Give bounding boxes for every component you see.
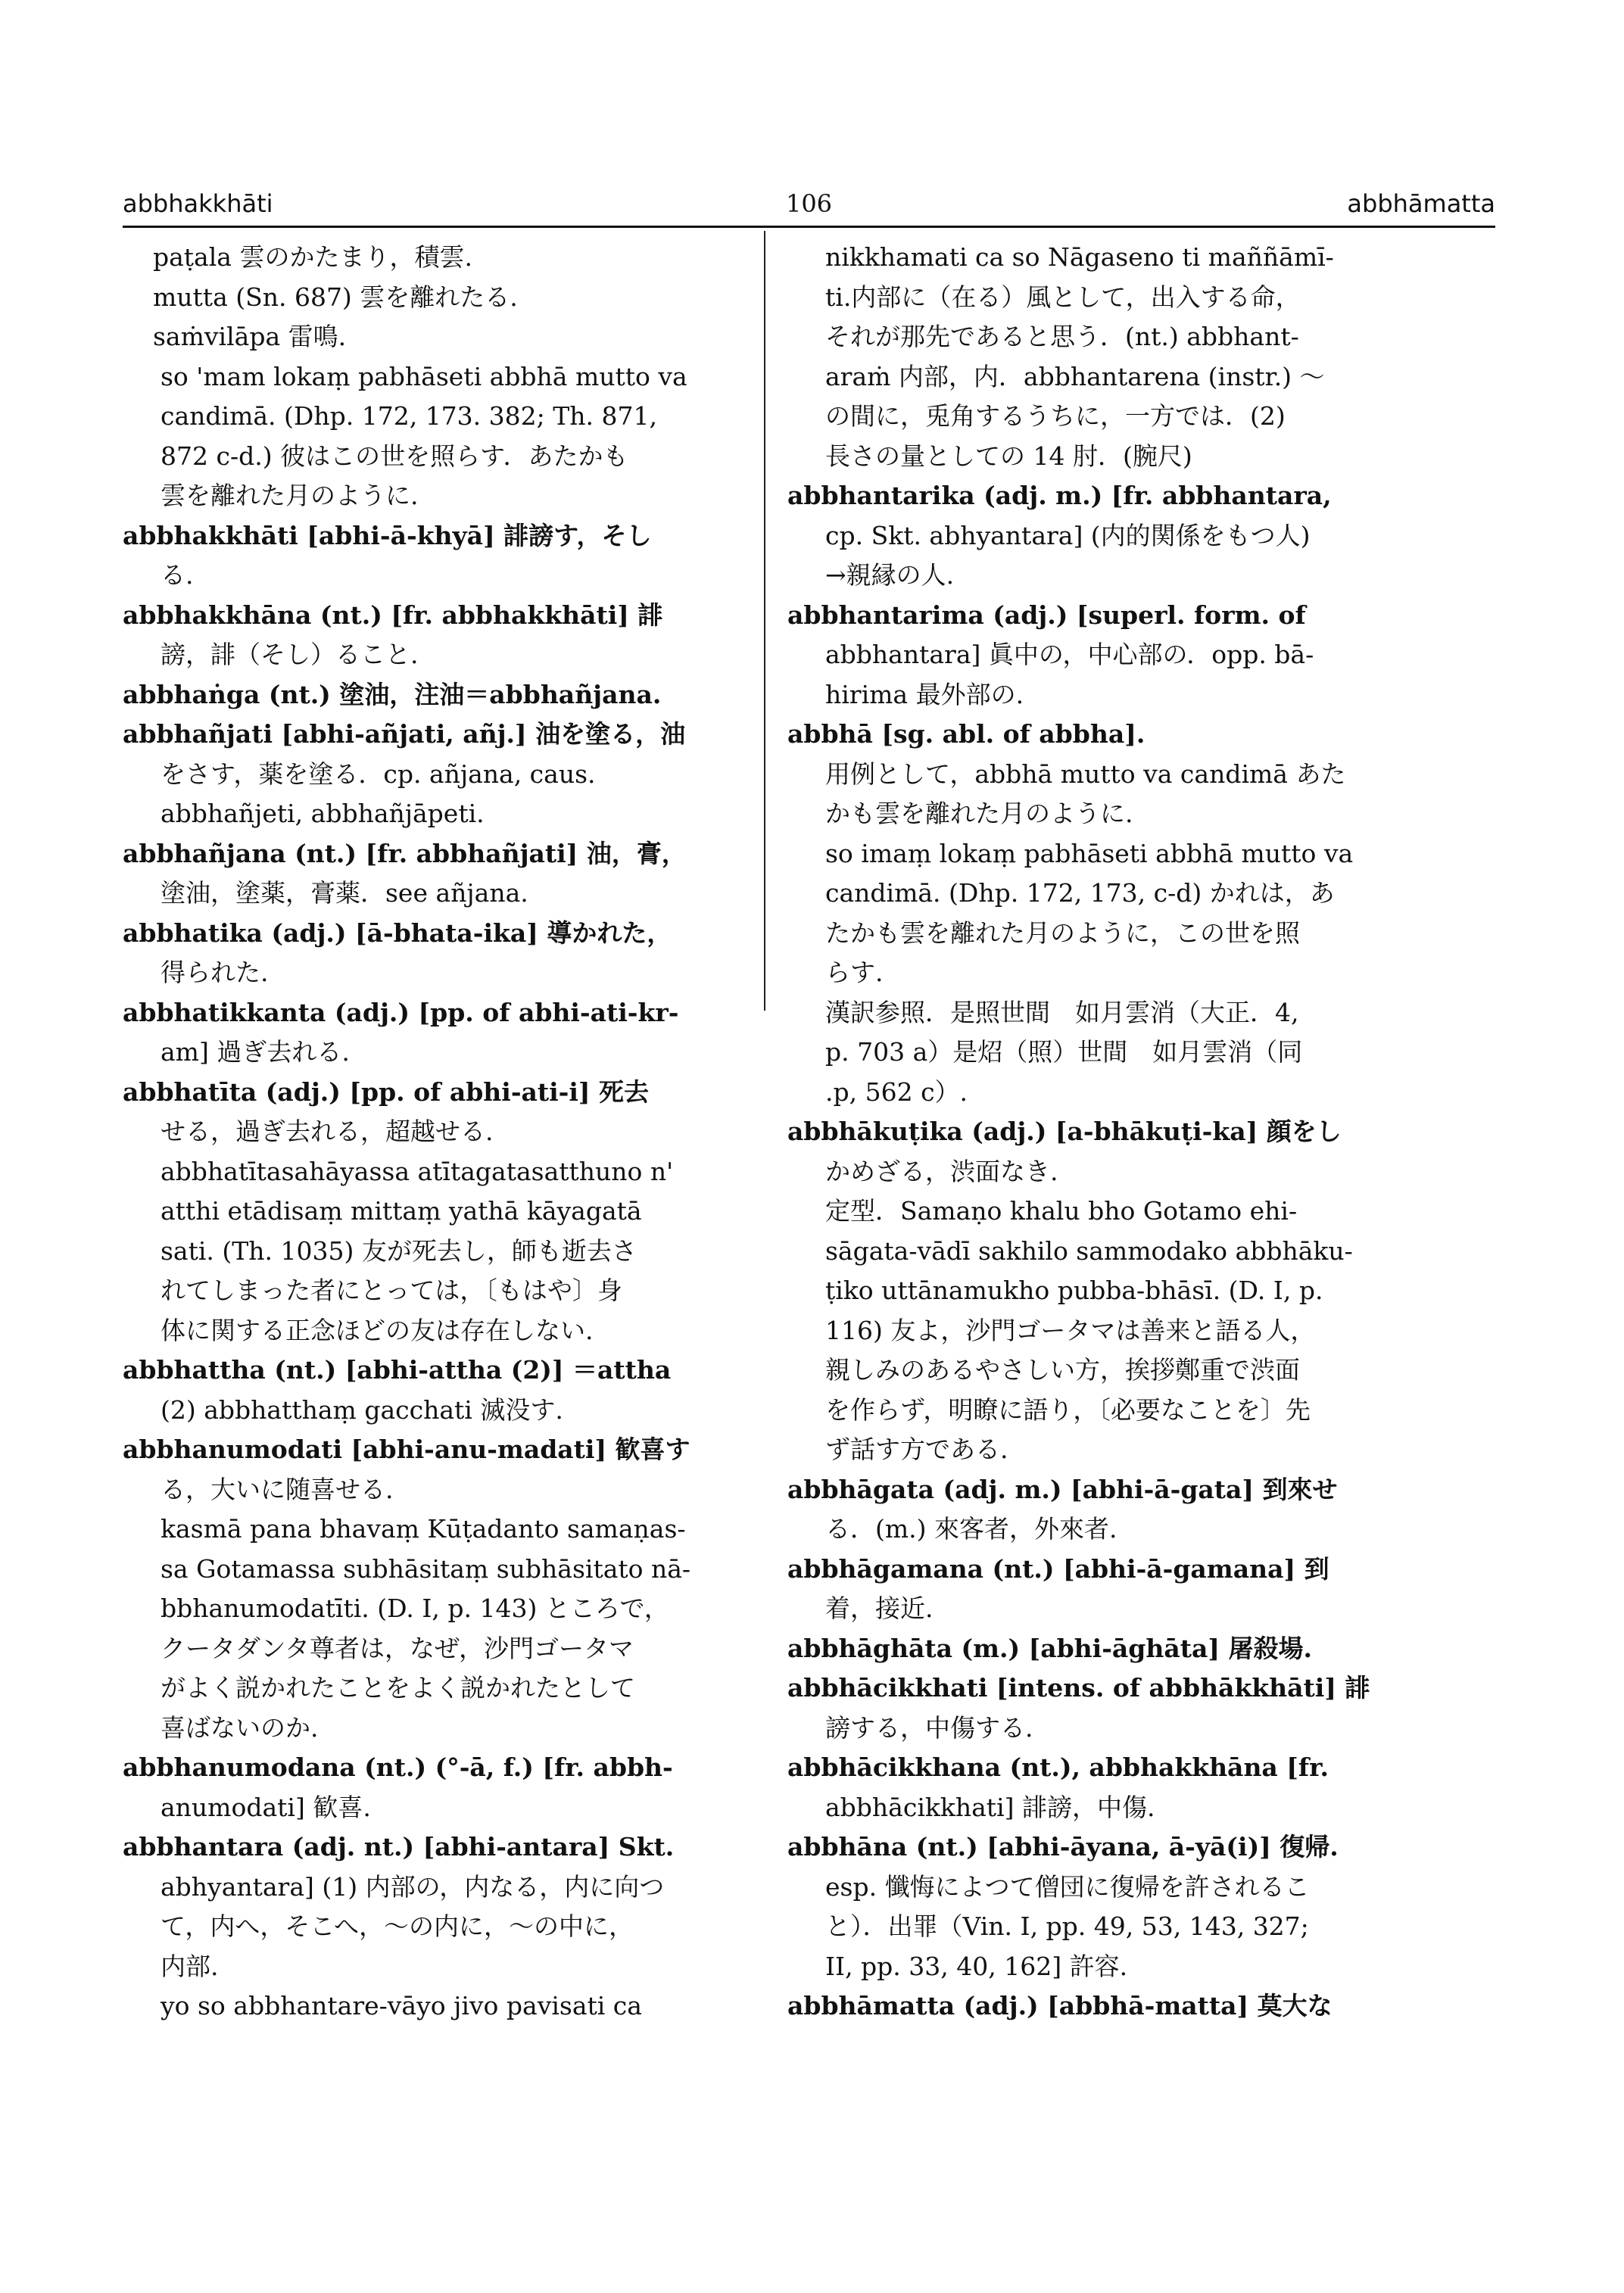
entry-text-line: kasmā pana bhavaṃ Kūṭadanto samaṇas- <box>161 1514 686 1544</box>
entry-text-line: am] 過ぎ去れる. <box>161 1037 350 1067</box>
entry-headword-line: abbhaṅga (nt.) 塗油，注油＝abbhañjana. <box>123 679 662 709</box>
entry-text-line: nikkhamati ca so Nāgaseno ti maññāmī- <box>825 242 1334 272</box>
entry-headword-line: abbhāghāta (m.) [abhi-āghāta] 屠殺場. <box>787 1633 1312 1663</box>
entry-text-line: p. 703 a）是炤（照）世間 如月雲消（同 <box>825 1037 1303 1067</box>
entry-text-line: abbhatītasahāyassa atītagatasatthuno n' <box>161 1156 674 1186</box>
entry-headword-line: abbhatikkanta (adj.) [pp. of abhi-ati-kr- <box>123 997 679 1027</box>
column-divider <box>764 231 765 1011</box>
entry-text-line: 謗する，中傷する. <box>825 1712 1033 1743</box>
right-column <box>787 238 1495 2027</box>
entry-text-line: る．(m.) 來客者，外來者. <box>825 1514 1117 1544</box>
entry-text-line: 用例として，abbhā mutto va candimā あた <box>825 759 1346 789</box>
entry-text-line: 謗，誹（そし）ること. <box>161 640 419 669</box>
entry-text-line: cp. Skt. abhyantara] (内的関係をもつ人) <box>825 520 1311 550</box>
entry-text-line: bbhanumodatīti. (D. I, p. 143) ところで， <box>161 1594 669 1623</box>
entry-text-line: →親縁の人. <box>825 560 955 590</box>
entry-text-line: .p, 562 c）. <box>825 1076 968 1107</box>
entry-text-line: candimā. (Dhp. 172, 173. 382; Th. 871, <box>161 401 657 431</box>
entry-text-line: esp. 懺悔によつて僧団に復帰を許されるこ <box>825 1871 1310 1902</box>
entry-headword-line: abbhāgata (adj. m.) [abhi-ā-gata] 到來せ <box>787 1474 1338 1504</box>
entry-text-line: 喜ばないのか. <box>161 1712 319 1743</box>
entry-text-line: を作らず，明瞭に語り，〔必要なことを〕先 <box>825 1394 1311 1425</box>
entry-headword-line: abbhattha (nt.) [abhi-attha (2)] ＝attha <box>123 1355 672 1385</box>
entry-text-line: ず話す方である. <box>825 1435 1008 1464</box>
entry-text-line: 得られた. <box>161 958 269 987</box>
entry-text-line: candimā. (Dhp. 172, 173, c-d) かれは，あ <box>825 878 1335 908</box>
entry-text-line: abhyantara] (1) 内部の，内なる，内に向つ <box>161 1871 665 1902</box>
entry-text-line: かも雲を離れた月のように. <box>825 799 1133 828</box>
entry-text-line: せる，過ぎ去れる，超越せる. <box>161 1117 494 1146</box>
entry-headword-line: abbhanumodana (nt.) (°-ā, f.) [fr. abbh- <box>123 1752 673 1782</box>
entry-headword-line: abbhāgamana (nt.) [abhi-ā-gamana] 到 <box>787 1553 1329 1584</box>
entry-text-line: 雲を離れた月のように. <box>161 481 419 510</box>
entry-headword-line: abbhañjana (nt.) [fr. abbhañjati] 油，膏， <box>123 838 687 868</box>
entry-headword-line: abbhākuṭika (adj.) [a-bhākuṭi-ka] 顔をし <box>787 1117 1342 1146</box>
running-header <box>123 189 1495 224</box>
entry-text-line: 872 c-d.) 彼はこの世を照らす．あたかも <box>161 441 628 471</box>
entry-text-line: atthi etādisaṃ mittaṃ yathā kāyagatā <box>161 1196 642 1226</box>
header-last-entry: abbhāmatta <box>1347 189 1495 218</box>
entry-headword-line: abbhakkhāna (nt.) [fr. abbhakkhāti] 誹 <box>123 600 663 630</box>
entry-headword-line: abbhācikkhati [intens. of abbhākkhāti] 誹 <box>787 1673 1370 1703</box>
entry-text-line: so 'mam lokaṃ pabhāseti abbhā mutto va <box>161 361 687 391</box>
entry-text-line: araṁ 内部，内．abbhantarena (instr.) 〜 <box>825 361 1325 391</box>
entry-text-line: クータダンタ尊者は，なぜ，沙門ゴータマ <box>161 1633 634 1663</box>
entry-text-line: る. <box>161 560 194 590</box>
entry-text-line: yo so abbhantare-vāyo jivo pavisati ca <box>161 1991 642 2020</box>
entry-text-line: らす. <box>825 958 884 987</box>
entry-text-line: て，内へ，そこへ，〜の内に，〜の中に， <box>161 1911 634 1941</box>
entry-text-line: 漢訳参照．是照世間 如月雲消（大正．4, <box>825 997 1299 1027</box>
entry-text-line: 塗油，塗薬，膏薬．see añjana. <box>161 878 528 908</box>
entry-headword-line: abbhā [sg. abl. of abbha]. <box>787 719 1146 749</box>
entry-headword-line: abbhācikkhana (nt.), abbhakkhāna [fr. <box>787 1752 1329 1782</box>
entry-headword-line: abbhantarika (adj. m.) [fr. abbhantara, <box>787 481 1332 510</box>
entry-text-line: abbhantara] 眞中の，中心部の．opp. bā- <box>825 640 1314 669</box>
entry-text-line: 着，接近. <box>825 1594 934 1623</box>
entry-text-line: 長さの量としての 14 肘．(腕尺) <box>825 441 1192 471</box>
entry-text-line: かめざる，渋面なき. <box>825 1156 1058 1186</box>
header-first-entry: abbhakkhāti <box>123 189 273 218</box>
entry-headword-line: abbhāmatta (adj.) [abbhā-matta] 莫大な <box>787 1991 1333 2020</box>
entry-headword-line: abbhantara (adj. nt.) [abhi-antara] Skt. <box>123 1832 675 1862</box>
entry-headword-line: abbhatika (adj.) [ā-bhata-ika] 導かれた， <box>123 918 672 948</box>
entry-headword-line: abbhañjati [abhi-añjati, añj.] 油を塗る，油 <box>123 719 686 749</box>
entry-text-line: 定型．Samaṇo khalu bho Gotamo ehi- <box>825 1196 1298 1226</box>
entry-text-line: saṁvilāpa 雷鳴. <box>153 322 347 351</box>
entry-text-line: たかも雲を離れた月のように，この世を照 <box>825 918 1300 948</box>
entry-text-line: ti.内部に（在る）風として，出入する命， <box>825 282 1301 312</box>
entry-text-line: (2) abbhatthaṃ gacchati 滅没す. <box>161 1394 563 1425</box>
entry-text-line: sati. (Th. 1035) 友が死去し，師も逝去さ <box>161 1235 637 1266</box>
entry-headword-line: abbhakkhāti [abhi-ā-khyā] 誹謗す，そし <box>123 520 652 550</box>
entry-text-line: れてしまった者にとっては，〔もはや〕身 <box>161 1276 622 1305</box>
entry-text-line: の間に，兎角するうちに，一方では．(2) <box>825 401 1286 431</box>
entry-text-line: る，大いに随喜せる. <box>161 1474 394 1504</box>
entry-text-line: 親しみのあるやさしい方，挨拶鄭重で渋面 <box>825 1355 1300 1385</box>
entry-text-line: so imaṃ lokaṃ pabhāseti abbhā mutto va <box>825 838 1354 868</box>
entry-text-line: それが那先であると思う．(nt.) abbhant- <box>825 322 1299 351</box>
entry-text-line: abbhācikkhati] 誹謗，中傷. <box>825 1792 1155 1822</box>
entry-text-line: hirima 最外部の. <box>825 679 1024 709</box>
entry-text-line: II, pp. 33, 40, 162] 許容. <box>825 1951 1128 1981</box>
entry-text-line: がよく説かれたことをよく説かれたとして <box>161 1673 635 1703</box>
entry-text-line: 内部. <box>161 1951 219 1981</box>
entry-text-line: sa Gotamassa subhāsitaṃ subhāsitato nā- <box>161 1553 691 1584</box>
entry-text-line: sāgata-vādī sakhilo sammodako abbhāku- <box>825 1235 1353 1266</box>
entry-text-line: と）．出罪（Vin. I, pp. 49, 53, 143, 327; <box>825 1911 1309 1941</box>
entry-text-line: ṭiko uttānamukho pubba-bhāsī. (D. I, p. <box>825 1276 1323 1305</box>
entry-text-line: 体に関する正念ほどの友は存在しない. <box>161 1315 594 1345</box>
entry-text-line: 116) 友よ，沙門ゴータマは善来と語る人， <box>825 1315 1316 1345</box>
entry-headword-line: abbhatīta (adj.) [pp. of abhi-ati-i] 死去 <box>123 1076 650 1107</box>
header-rule <box>123 226 1495 228</box>
entry-text-line: anumodati] 歓喜. <box>161 1792 371 1822</box>
left-column <box>123 238 743 2027</box>
entry-text-line: をさす，薬を塗る．cp. añjana, caus. <box>161 759 596 789</box>
entry-text-line: paṭala 雲のかたまり，積雲. <box>153 242 472 272</box>
entry-headword-line: abbhāna (nt.) [abhi-āyana, ā-yā(i)] 復帰. <box>787 1832 1339 1862</box>
entry-headword-line: abbhantarima (adj.) [superl. form. of <box>787 600 1306 630</box>
entry-text-line: abbhañjeti, abbhañjāpeti. <box>161 799 485 828</box>
entry-text-line: mutta (Sn. 687) 雲を離れたる. <box>153 282 518 312</box>
page-number: 106 <box>785 189 833 218</box>
entry-headword-line: abbhanumodati [abhi-anu-madati] 歓喜す <box>123 1435 690 1464</box>
